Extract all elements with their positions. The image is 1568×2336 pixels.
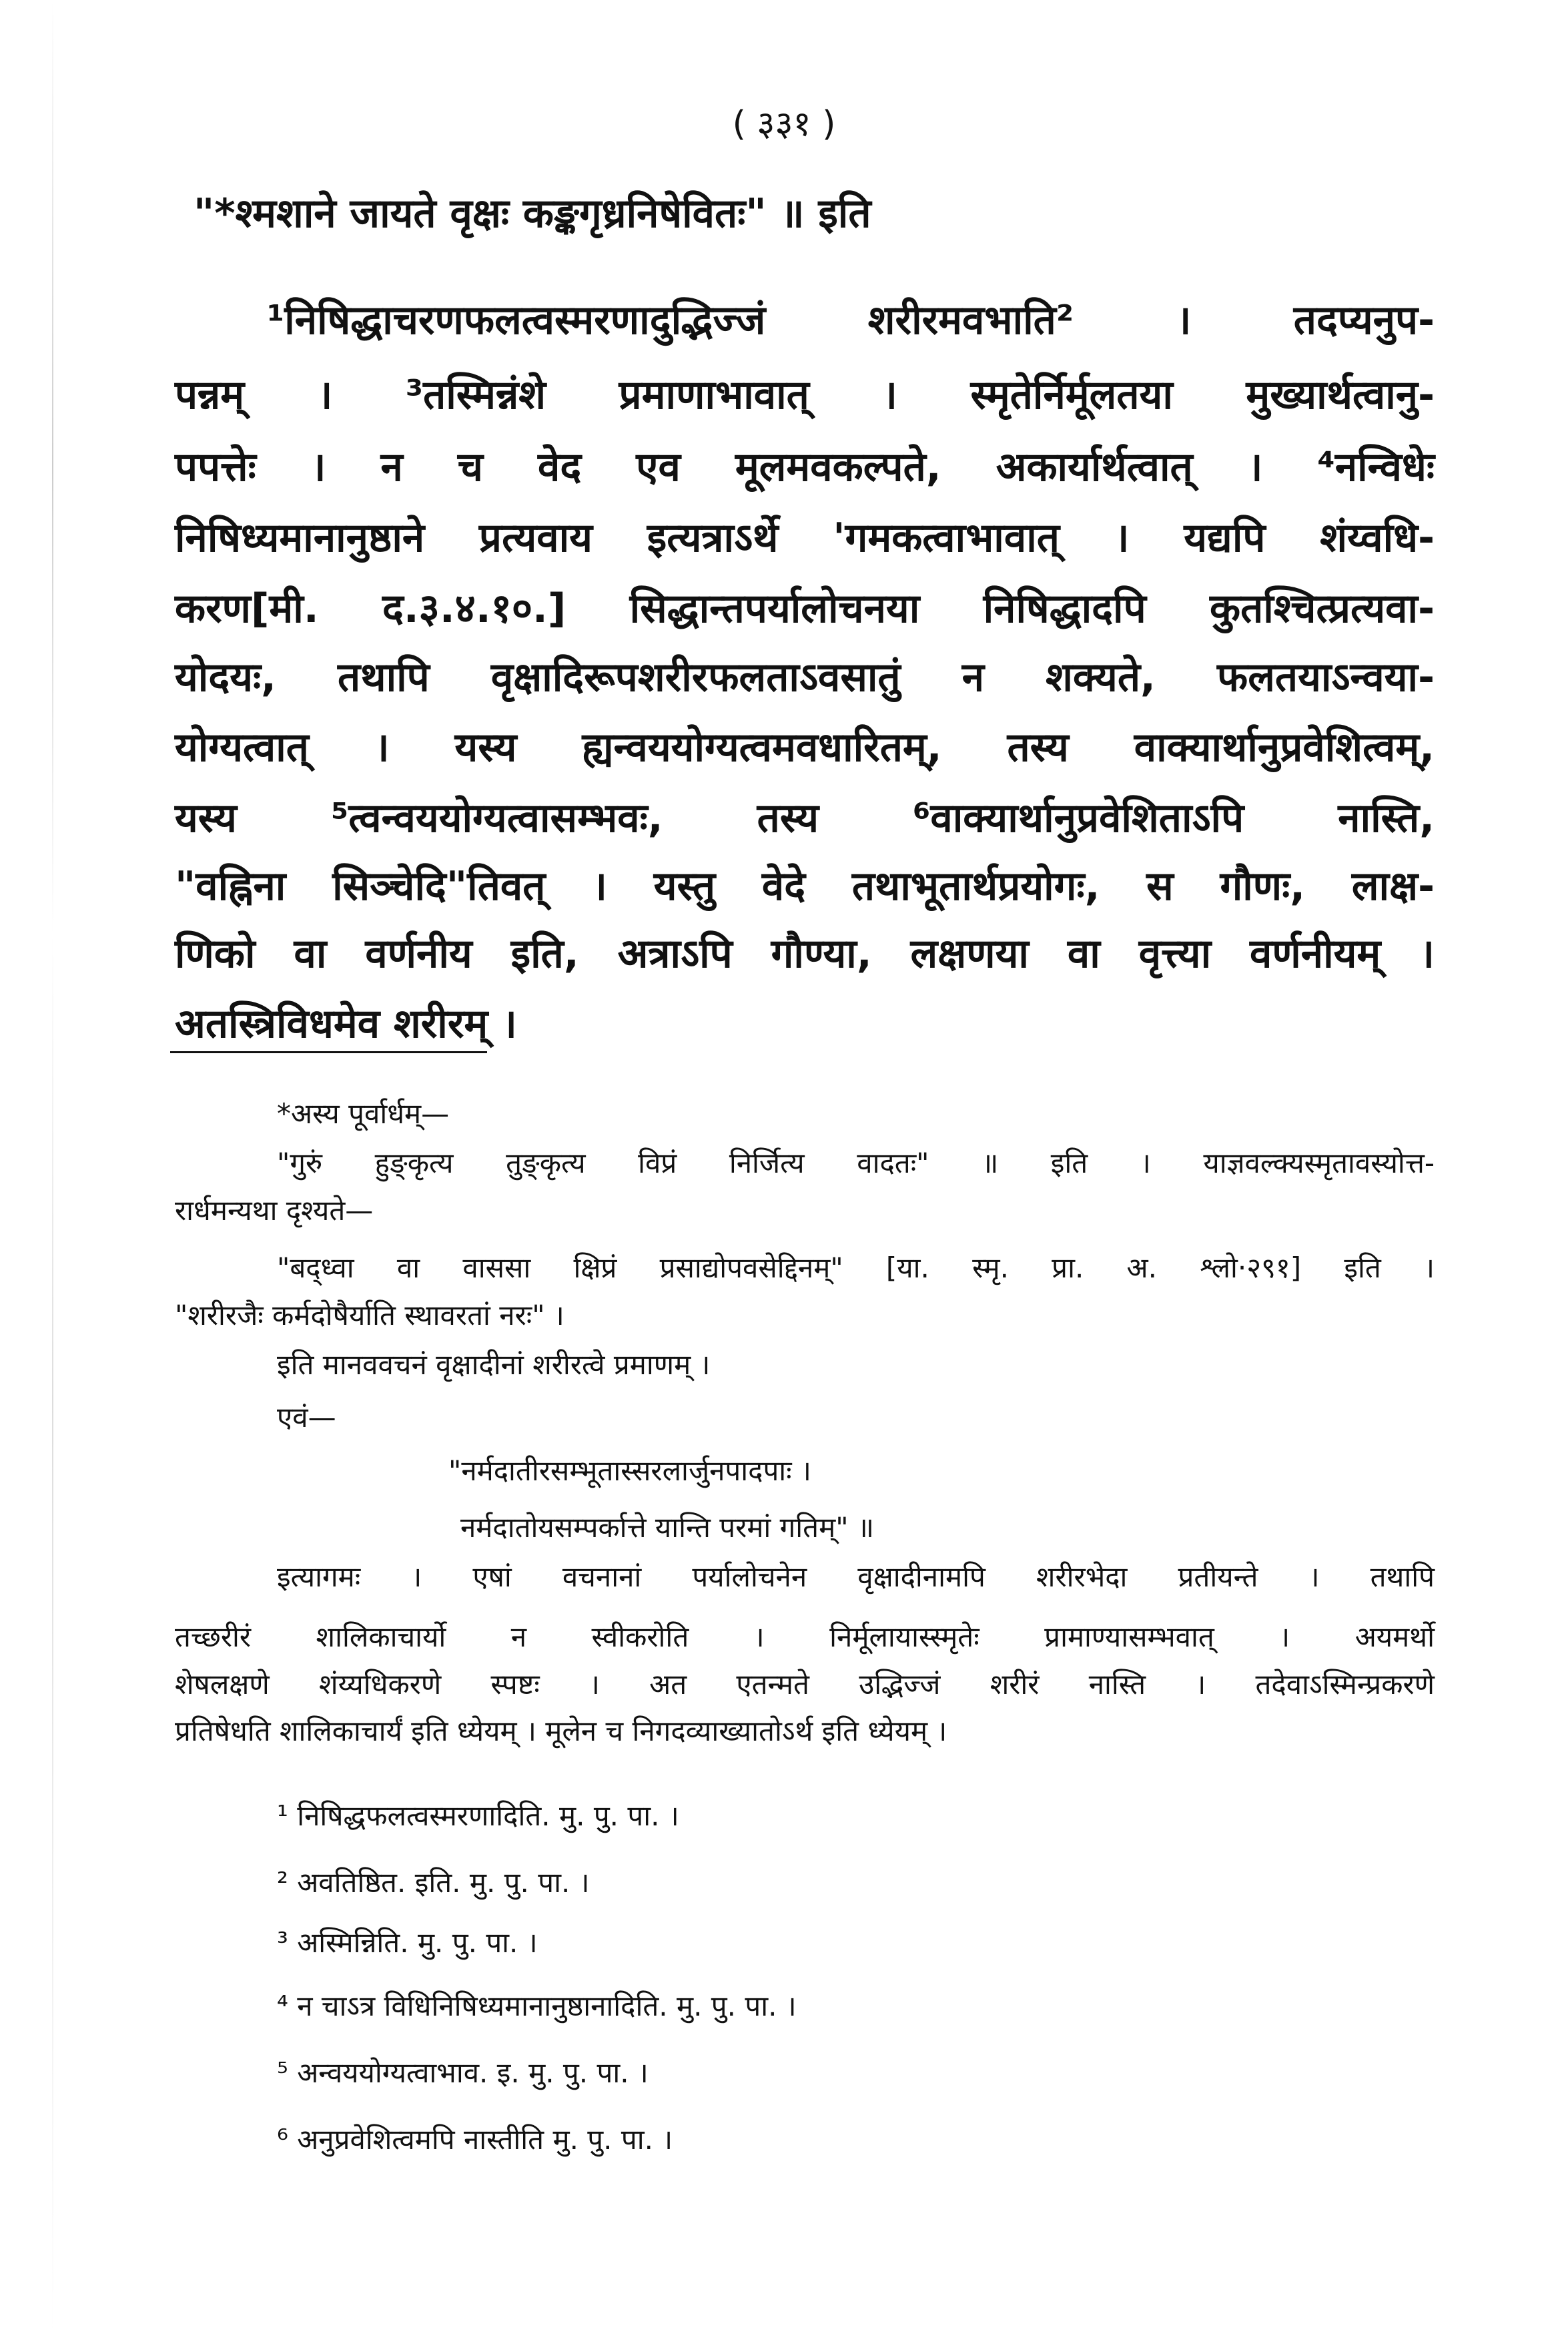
footnote-line: "शरीरजैः कर्मदोषैर्याति स्थावरतां नरः" । (175, 1299, 564, 1332)
main-line: योदयः, तथापि वृक्षादिरूपशरीरफलताऽवसातुं न शक्यते, फलतयाऽन्वया- (175, 654, 1435, 701)
footnote-line: "बद्ध्वा वा वाससा क्षिप्रं प्रसाद्योपवसेद्दिनम्" [या. स्मृ. प्रा. अ. श्लो·२९१] इति । (277, 1251, 1435, 1284)
main-line: पन्नम् । ³तस्मिन्नंशे प्रमाणाभावात् । स्मृतेर्निर्मूलतया मुख्यार्थत्वानु- (175, 372, 1435, 418)
main-line: यस्य ⁵त्वन्वययोग्यत्वासम्भवः, तस्य ⁶वाक्यार्थानुप्रवेशिताऽपि नास्ति, (175, 795, 1435, 842)
main-line: अतस्त्रिविधमेव शरीरम् । (175, 1000, 517, 1047)
footnote-line: शेषलक्षणे शंय्यधिकरणे स्पष्टः । अत एतन्मते उद्भिज्जं शरीरं नास्ति । तदेवाऽस्मिन्प्रकरणे (175, 1668, 1435, 1701)
variant-note-1: ¹ निषिद्धफलत्वस्मरणादिति. मु. पु. पा. । (277, 1799, 679, 1832)
main-line: योग्यत्वात् । यस्य ह्यन्वययोग्यत्वमवधारितम्, तस्य वाक्यार्थानुप्रवेशित्वम्, (175, 724, 1435, 771)
footnote-line: एवं— (277, 1401, 336, 1434)
footnote-line: इति मानववचनं वृक्षादीनां शरीरत्वे प्रमाणम् । (277, 1348, 711, 1381)
main-line: णिको वा वर्णनीय इति, अत्राऽपि गौण्या, लक्षणया वा वृत्त्या वर्णनीयम् । (175, 930, 1435, 977)
main-line: निषिध्यमानानुष्ठाने प्रत्यवाय इत्यत्राऽर्थे 'गमकत्वाभावात् । यद्यपि शंय्वधि- (175, 515, 1435, 561)
variant-note-6: ⁶ अनुप्रवेशित्वमपि नास्तीति मु. पु. पा. । (277, 2123, 673, 2156)
main-line: करण[मी. द.३.४.१०.] सिद्धान्तपर्यालोचनया निषिद्धादपि कुतश्चित्प्रत्यवा- (175, 585, 1435, 632)
footnote-line: रार्धमन्यथा दृश्यते— (175, 1194, 374, 1227)
footnote-verse-line: नर्मदातोयसम्पर्कात्ते यान्ति परमां गतिम्" ॥ (460, 1511, 875, 1544)
footnote-line: *अस्य पूर्वार्धम्— (277, 1097, 450, 1130)
scan-margin-mark (52, 0, 53, 2336)
footnote-line: इत्यागमः । एषां वचनानां पर्यालोचनेन वृक्षादीनामपि शरीरभेदा प्रतीयन्ते । तथापि (277, 1560, 1435, 1593)
variant-note-4: ⁴ न चाऽत्र विधिनिषिध्यमानानुष्ठानादिति. मु. पु. पा. । (277, 1990, 797, 2022)
footnote-line: प्रतिषेधति शालिकाचार्यं इति ध्येयम् । मूलेन च निगदव्याख्यातोऽर्थ इति ध्येयम् । (175, 1715, 947, 1747)
main-line: ¹निषिद्धाचरणफलत्वस्मरणादुद्भिज्जं शरीरमवभाति² । तदप्यनुप- (267, 297, 1435, 344)
variant-note-5: ⁵ अन्वययोग्यत्वाभाव. इ. मु. पु. पा. । (277, 2056, 649, 2089)
footnote-line: तच्छरीरं शालिकाचार्यो न स्वीकरोति । निर्मूलायास्स्मृतेः प्रामाण्यासम्भवात् । अयमर्थो (175, 1621, 1435, 1653)
verse-quote: "*श्मशाने जायते वृक्षः कङ्कगृध्रनिषेवितः" ॥ इति (193, 190, 871, 237)
main-line: पपत्तेः । न च वेद एव मूलमवकल्पते, अकार्यार्थत्वात् । ⁴नन्विधेः (175, 444, 1435, 491)
footnote-verse-line: "नर्मदातीरसम्भूतास्सरलार्जुनपादपाः । (448, 1454, 811, 1487)
page-number: ( ३३१ ) (732, 104, 836, 144)
variant-note-2: ² अवतिष्ठित. इति. मु. पु. पा. । (277, 1866, 590, 1899)
variant-note-3: ³ अस्मिन्निति. मु. पु. पा. । (277, 1926, 538, 1959)
footnote-separator (170, 1051, 487, 1053)
main-line: "वह्निना सिञ्चेदि"तिवत् । यस्तु वेदे तथाभूतार्थप्रयोगः, स गौणः, लाक्ष- (175, 863, 1435, 910)
footnote-line: "गुरुं हुङ्कृत्य तुङ्कृत्य विप्रं निर्जित्य वादतः" ॥ इति । याज्ञवल्क्यस्मृतावस्योत्त- (277, 1147, 1435, 1179)
